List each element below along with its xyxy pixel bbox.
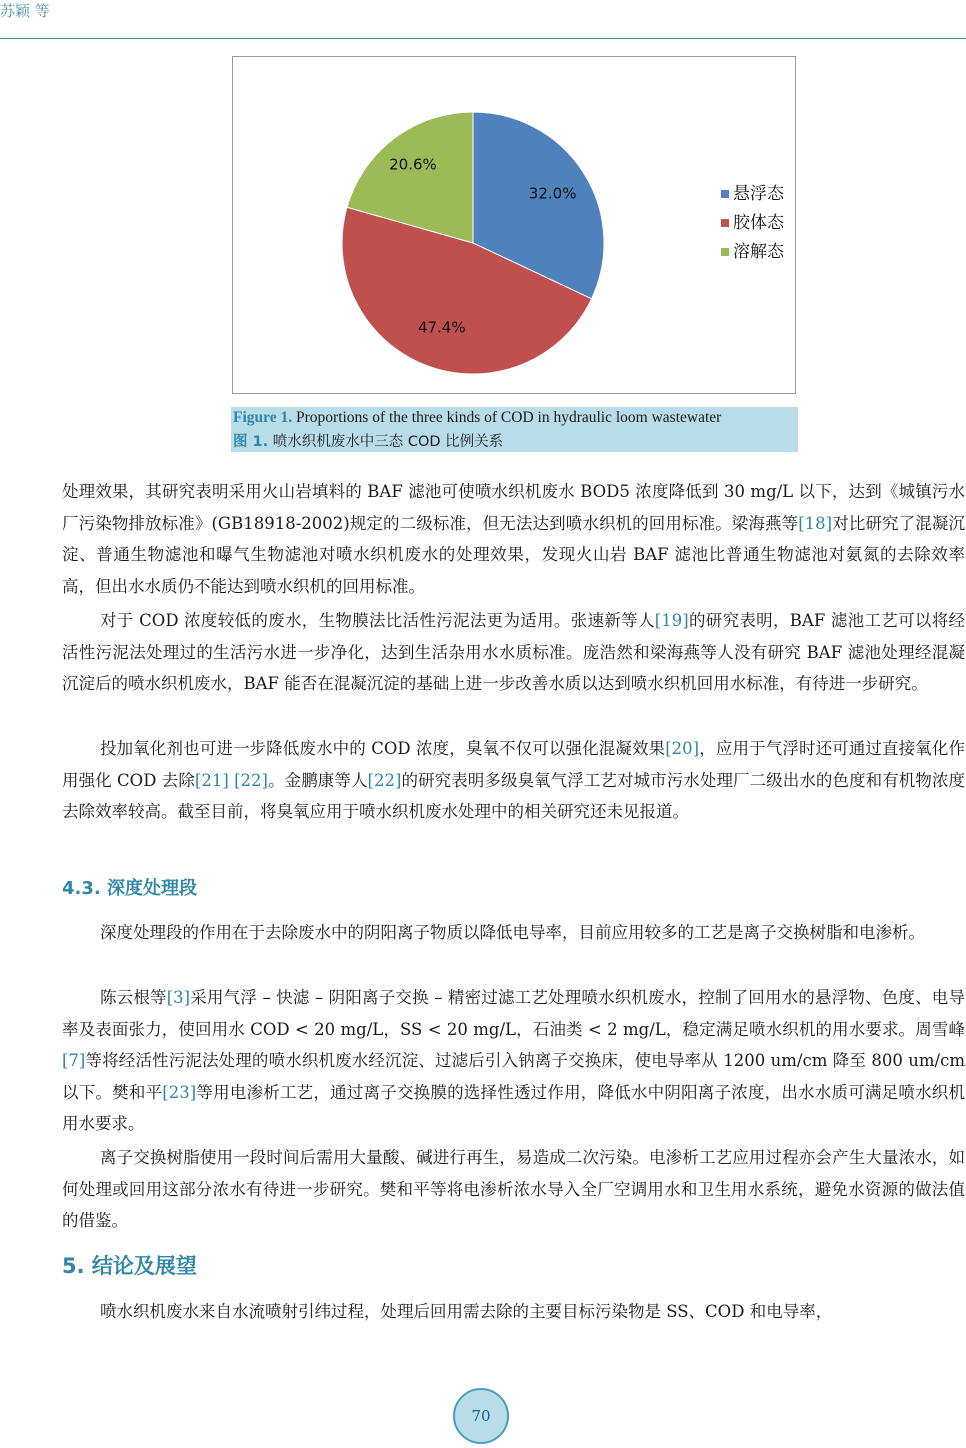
p2-text-a: 对于 COD 浓度较低的废水，生物膜法比活性污泥法更为适用。张速新等人 <box>100 611 655 630</box>
data-label-suspended: 32.0% <box>528 184 577 203</box>
ref-link-19[interactable]: [19] <box>654 611 689 630</box>
p5-text-c: 等将经活性污泥法处理的喷水织机废水经沉淀、过滤后引入钠离子交换床，使电导率从 1200 um/cm 降至 800 um/cm 以下。樊和平 <box>62 1051 965 1102</box>
p3-text-d: 。金鹏康等人 <box>268 770 368 790</box>
pie-chart <box>233 57 795 393</box>
legend-swatch-dissolved <box>721 248 729 256</box>
running-head: 苏颖 等 <box>0 2 50 20</box>
caption-en-label: Figure 1. <box>233 409 293 426</box>
figure-caption <box>231 407 798 452</box>
ref-link-3[interactable]: [3] <box>166 988 191 1007</box>
ref-link-22b[interactable]: [22] <box>367 770 402 790</box>
p4-text: 深度处理段的作用在于去除废水中的阴阳离子物质以降低电导率，目前应用较多的工艺是离子交换树脂和电渗析。 <box>100 923 925 942</box>
caption-en-text: Proportions of the three kinds of COD in hydraulic loom wastewater <box>292 409 722 426</box>
p3-text-a: 投加氧化剂也可进一步降低废水中的 COD 浓度，臭氧不仅可以强化混凝效果 <box>100 739 666 758</box>
ref-link-20[interactable]: [20] <box>665 739 700 758</box>
section-heading-5: 5. 结论及展望 <box>62 1254 197 1278</box>
ref-link-21[interactable]: [21] <box>194 770 229 790</box>
p5-text-b: 采用气浮 – 快滤 – 阴阳离子交换 – 精密过滤工艺处理喷水织机废水，控制了回用水的悬浮物、色度、电导率及表面张力，使回用水 COD < 20 mg/L，SS < 20 mg/L，石油类 < 2 mg/L，稳定满足喷水织机的用水要求。周雪峰 <box>62 988 965 1039</box>
caption-en <box>233 409 721 427</box>
header-rule <box>0 38 966 39</box>
p7-text: 喷水织机废水来自水流喷射引纬过程，处理后回用需去除的主要目标污染物是 SS、COD 和电导率， <box>100 1302 833 1321</box>
ref-link-18[interactable]: [18] <box>798 513 833 533</box>
p5-text-a: 陈云根等 <box>100 988 167 1007</box>
p2-text-b: 的研究表明，BAF 滤池工艺可以将经活性污泥法处理过的生活污水进一步净化，达到生活杂用水水质标准。庞浩然和梁海燕等人没有研究 BAF 滤池处理经混凝沉淀后的喷水织机废水，BAF 能否在混凝沉淀的基础上进一步改善水质以达到喷水织机回用水标准，有待进一步研究。 <box>62 611 966 693</box>
caption-zh-label: 图 1. <box>233 434 269 450</box>
paragraph-1 <box>62 476 965 602</box>
caption-zh <box>233 430 503 451</box>
p1-text-a: 处理效果，其研究表明采用火山岩填料的 BAF 滤池可使喷水织机废水 BOD5 浓度降低到 30 mg/L 以下，达到《城镇污水厂污染物排放标准》(GB18918-2002)规定的二级标准，但无法达到喷水织机的回用标准。梁海燕等 <box>62 482 965 533</box>
legend-label-dissolved: 溶解态 <box>733 242 784 262</box>
page-number: 70 <box>453 1388 509 1444</box>
p6-text: 离子交换树脂使用一段时间后需用大量酸、碱进行再生，易造成二次污染。电渗析工艺应用过程亦会产生大量浓水，如何处理或回用这部分浓水有待进一步研究。樊和平等将电渗析浓水导入全厂空调用水和卫生用水系统，避免水资源的做法值的借鉴。 <box>62 1148 965 1230</box>
p5-text-d: 等用电渗析工艺，通过离子交换膜的选择性透过作用，降低水中阴阳离子浓度，出水水质可满足喷水织机用水要求。 <box>62 1082 966 1133</box>
ref-link-23[interactable]: [23] <box>162 1082 197 1102</box>
data-label-colloidal: 47.4% <box>417 318 466 337</box>
paragraph-6 <box>62 1142 965 1237</box>
ref-link-22[interactable]: [22] <box>234 770 268 790</box>
legend-label-suspended: 悬浮态 <box>733 184 784 204</box>
paragraph-2 <box>62 605 965 700</box>
paragraph-7 <box>62 1296 965 1328</box>
data-label-dissolved: 20.6% <box>389 155 437 174</box>
caption-zh-text: 喷水织机废水中三态 COD 比例关系 <box>268 434 504 450</box>
paragraph-3 <box>62 733 965 828</box>
paragraph-4 <box>62 917 965 949</box>
paragraph-5 <box>62 982 965 1140</box>
figure-1 <box>232 56 796 394</box>
legend-swatch-colloidal <box>721 219 729 227</box>
p3-text-b: ，应用于气浮时还可通过直接氧化作用强化 COD 去除 <box>62 739 966 790</box>
ref-link-7[interactable]: [7] <box>62 1051 86 1070</box>
section-heading-4-3: 4.3. 深度处理段 <box>62 878 197 899</box>
legend-swatch-suspended <box>721 190 729 198</box>
legend-label-colloidal: 胶体态 <box>733 213 784 233</box>
p1-text-b: 对比研究了混凝沉淀、普通生物滤池和曝气生物滤池对喷水织机废水的处理效果，发现火山岩 BAF 滤池比普通生物滤池对氨氮的去除效率高，但出水水质仍不能达到喷水织机的回用标准。 <box>62 513 965 596</box>
p3-text-e: 的研究表明多级臭氧气浮工艺对城市污水处理厂二级出水的色度和有机物浓度去除效率较高。截至目前，将臭氧应用于喷水织机废水处理中的相关研究还未见报道。 <box>62 770 966 821</box>
